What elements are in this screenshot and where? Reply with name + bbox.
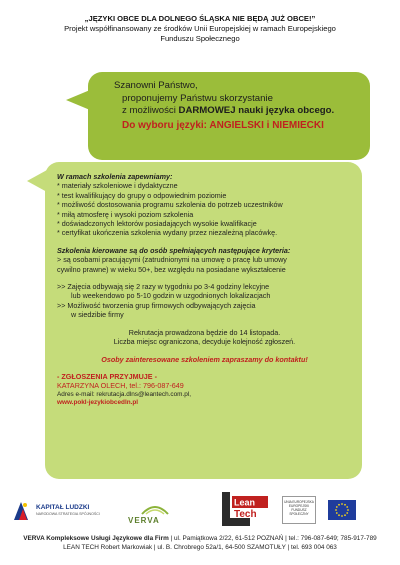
criteria-line: cywilno prawne) w wieku 50+, bez względu na posiadane wykształcenie xyxy=(57,264,286,274)
project-title: „JĘZYKI OBCE DLA DOLNEGO ŚLĄSKA NIE BĘDĄ JUŻ OBCE!” xyxy=(84,14,316,23)
unia-europejska-logo xyxy=(282,496,316,524)
lean-tech-logo xyxy=(220,490,270,530)
benefit-item: * możliwość dostosowania programu szkolenia do potrzeb uczestników xyxy=(57,200,283,210)
footer-verva-details: | ul. Pamiątkowa 2/22, 61-512 POZNAŃ | tel.: 796-087-649; 785-917-789 xyxy=(168,535,377,542)
benefit-item: * miłą atmosferę i wysoki poziom szkolenia xyxy=(57,209,194,219)
languages-line: Do wyboru języki: ANGIELSKI i NIEMIECKI xyxy=(122,119,324,131)
criteria-title: Szkolenia kierowane są do osób spełniających następujące kryteria: xyxy=(57,245,291,255)
unia-europejska-text: UNIA EUROPEJSKA EUROPEJSKI FUNDUSZ SPOŁECZNY xyxy=(284,500,314,516)
offer-prefix: z możliwości xyxy=(122,105,179,116)
kapital-ludzki-subtitle: NARODOWA STRATEGIA SPÓJNOŚCI xyxy=(36,512,100,516)
schedule-line: lub weekendowo po 5-10 godzin w uzgodnionych lokalizacjach xyxy=(71,291,271,301)
kapital-ludzki-logo xyxy=(10,498,98,524)
benefit-item: * certyfikat ukończenia szkolenia wydany przez niezależną placówkę. xyxy=(57,228,278,238)
offer-line: proponujemy Państwu skorzystanie xyxy=(122,92,273,104)
recruitment-deadline: Rekrutacja prowadzona będzie do 14 listopada. xyxy=(128,327,281,337)
criteria-line: > są osobami pracującymi (zatrudnionymi na umowę o pracę lub umowy xyxy=(57,255,287,265)
greeting: Szanowni Państwo, xyxy=(114,80,198,91)
company-groups-line: >> Możliwość tworzenia grup firmowych odbywających zajęcia xyxy=(57,300,256,310)
offer-highlight: DARMOWEJ nauki języka obcego. xyxy=(178,105,335,116)
benefit-item: * test kwalifikujący do grupy o odpowiednim poziomie xyxy=(57,190,227,200)
project-subtitle-1: Projekt współfinansowany ze środków Unii Europejskiej w ramach Europejskiego xyxy=(64,24,336,33)
speech-bubble xyxy=(88,72,370,160)
schedule-line: >> Zajęcia odbywają się 2 razy w tygodniu po 3-4 godziny lekcyjne xyxy=(57,282,270,292)
kapital-ludzki-icon xyxy=(10,498,32,524)
contact-person: KATARZYNA OLECH, tel.: 796-087-649 xyxy=(57,381,184,391)
benefit-item: * materiały szkoleniowe i dydaktyczne xyxy=(57,181,178,191)
header xyxy=(20,14,380,44)
footer-leantech-line: LEAN TECH Robert Markowiak | ul. B. Chrobrego 52a/1, 64-500 SZAMOTUŁY | tel. 693 004 063 xyxy=(63,543,337,551)
contact-email: Adres e-mail: rekrutacja.dlns@leantech.com.pl, xyxy=(57,390,192,398)
eu-flag-icon xyxy=(328,500,356,520)
verva-swoosh-icon xyxy=(140,504,170,516)
lean-text: Lean xyxy=(234,497,256,508)
verva-logo xyxy=(128,504,186,528)
kapital-ludzki-title: KAPITAŁ LUDZKI xyxy=(36,504,90,511)
info-box xyxy=(45,162,362,479)
offer-line-2 xyxy=(114,105,360,118)
logo-bar xyxy=(10,490,390,530)
contact-website[interactable]: www.pokl-jezykiobcedln.pl xyxy=(57,399,139,407)
benefit-item: * doświadczonych lektorów posiadających wysokie kwalifikacje xyxy=(57,219,257,229)
verva-wordmark: VERVA xyxy=(128,516,160,525)
project-subtitle-2: Funduszu Społecznego xyxy=(160,34,240,43)
footer-verva-line xyxy=(0,535,400,544)
recruitment-note: Liczba miejsc ograniczona, decyduje kolejność zgłoszeń. xyxy=(113,337,296,347)
footer xyxy=(0,535,400,552)
contact-title: - ZGŁOSZENIA PRZYJMUJE - xyxy=(57,371,157,381)
tech-text: Tech xyxy=(234,509,257,520)
company-groups-line: w siedzibie firmy xyxy=(71,310,124,320)
benefits-title: W ramach szkolenia zapewniamy: xyxy=(57,172,173,181)
contact-invitation: Osoby zainteresowane szkoleniem zapraszamy do kontaktu! xyxy=(101,354,308,364)
footer-verva-name: VERVA Kompleksowe Usługi Językowe dla Firm xyxy=(23,535,169,542)
